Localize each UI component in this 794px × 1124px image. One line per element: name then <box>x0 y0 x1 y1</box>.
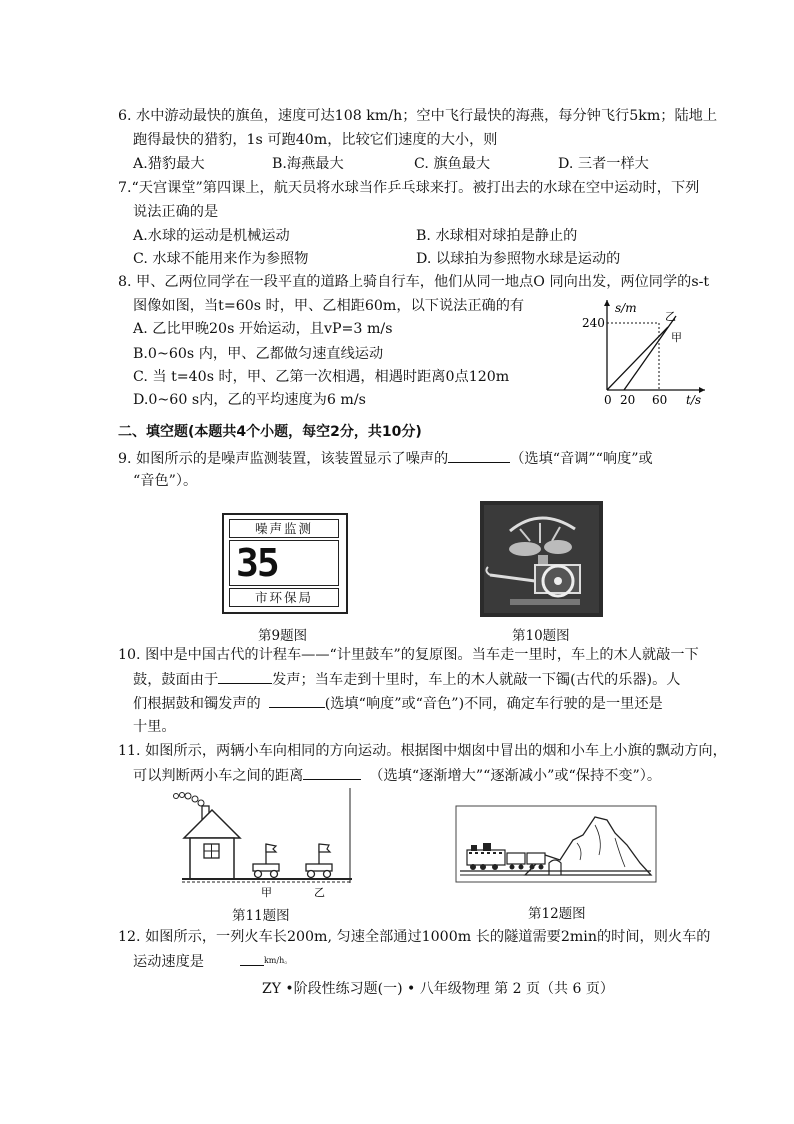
q8-option-a: A. 乙比甲晚20s 开始运动，且vP=3 m/s <box>133 321 393 337</box>
q10-answer-blank-1[interactable] <box>218 669 272 684</box>
q7-stem-line2: 说法正确的是 <box>133 204 219 220</box>
q10-answer-blank-2[interactable] <box>269 693 325 708</box>
q7-option-a: A.水球的运动是机械运动 <box>133 228 290 244</box>
q7-option-d: D. 以球拍为参照物水球是运动的 <box>416 251 621 267</box>
q9-answer-blank[interactable] <box>448 448 510 463</box>
section-2-heading: 二、填空题(本题共4个小题，每空2分，共10分) <box>118 424 422 440</box>
house-and-carts-figure <box>170 788 355 901</box>
fig12-caption: 第12题图 <box>528 906 586 922</box>
graph-x20: 20 <box>620 393 636 407</box>
q6-option-c: C. 旗鱼最大 <box>414 156 491 172</box>
graph-label-yi: 乙 <box>665 310 676 323</box>
graph-ylabel: s/m <box>615 301 637 315</box>
q10-stem-line1: 10. 图中是中国古代的计程车——“计里鼓车”的复原图。当车走一里时，车上的木人就敲一下 <box>118 647 699 663</box>
q9-stem-line1: 9. 如图所示的是噪声监测装置，该装置显示了噪声的 （选填“音调”“响度”或 <box>118 448 653 469</box>
q12-answer-blank[interactable] <box>240 951 264 966</box>
fig9-caption: 第9题图 <box>258 628 308 644</box>
device-reading: 35 <box>236 541 278 585</box>
cart-jia-label: 甲 <box>261 886 272 899</box>
q9-stem-line2: “音色”）。 <box>133 473 198 489</box>
q12-stem-line2: 运动速度是 $^{km/h。}$ <box>133 951 292 972</box>
q11-stem-line1: 11. 如图所示，两辆小车向相同的方向运动。根据图中烟囱中冒出的烟和小车上小旗的飘动方向， <box>118 743 727 759</box>
q6-option-d: D. 三者一样大 <box>558 156 649 172</box>
yi-line <box>624 316 676 390</box>
noise-monitor-device <box>222 513 348 614</box>
page-footer: ZY •阶段性练习题(一) • 八年级物理 第 2 页（共 6 页） <box>262 981 614 997</box>
q6-stem-line1: 6. 水中游动最快的旗鱼，速度可达108 km/h；空中飞行最快的海燕，每分钟飞行5km；陆地上 <box>118 108 718 124</box>
q12-unit: km/h。 <box>263 956 293 965</box>
q8-stem-line2: 图像如图，当t=60s 时，甲、乙相距60m，以下说法正确的有 <box>133 298 525 314</box>
graph-x60: 60 <box>652 393 668 407</box>
q10-stem-line4: 十里。 <box>133 719 176 735</box>
q7-option-b: B. 水球相对球拍是静止的 <box>416 228 578 244</box>
q7-option-c: C. 水球不能用来作为参照物 <box>133 251 309 267</box>
graph-label-jia: 甲 <box>671 331 682 344</box>
q6-option-a: A.猎豹最大 <box>133 156 205 172</box>
device-display <box>229 540 339 586</box>
q10-stem-line3: 们根据鼓和镯发声的 (选填“响度”或“音色”)不同，确定车行驶的是一里还是 <box>133 693 663 714</box>
q12-stem-line1: 12. 如图所示，一列火车长200m, 匀速全部通过1000m 长的隧道需要2min的时间，则火车的 <box>118 929 711 945</box>
q8-option-b: B.0~60s 内，甲、乙都做匀速直线运动 <box>133 346 384 362</box>
drum-cart-photo <box>480 501 603 617</box>
q11-answer-blank[interactable] <box>303 765 361 780</box>
device-top-label: 噪声监测 <box>229 519 339 538</box>
train-tunnel-figure <box>455 805 657 883</box>
graph-x0: 0 <box>604 393 612 407</box>
graph-xlabel: t/s <box>686 393 702 407</box>
q8-stem-line1: 8. 甲、乙两位同学在一段平直的道路上骑自行车，他们从同一地点O 同向出发，两位同学的s-t <box>118 274 710 290</box>
q11-stem-line2: 可以判断两小车之间的距离 （选填“逐渐增大”“逐渐减小”或“保持不变”）。 <box>133 765 661 786</box>
q8-option-c: C. 当 t=40s 时，甲、乙第一次相遇，相遇时距离0点120m <box>133 369 510 385</box>
q6-option-b: B.海燕最大 <box>272 156 344 172</box>
q7-stem-line1: 7.“天宫课堂”第四课上，航天员将水球当作乒乓球来打。被打出去的水球在空中运动时，下列 <box>118 180 700 196</box>
q6-stem-line2: 跑得最快的猎豹，1s 可跑40m，比较它们速度的大小，则 <box>133 132 498 148</box>
q8-option-d: D.0~60 s内，乙的平均速度为6 m/s <box>133 392 366 408</box>
device-bottom-label: 市环保局 <box>229 588 339 607</box>
graph-y240: 240 <box>582 316 605 330</box>
fig11-caption: 第11题图 <box>232 908 290 924</box>
q10-stem-line2: 鼓，鼓面由于 发声；当车走到十里时，车上的木人就敲一下镯(古代的乐器)。人 <box>133 669 680 690</box>
fig10-caption: 第10题图 <box>512 628 570 644</box>
q8-st-graph <box>580 292 710 407</box>
cart-yi-label: 乙 <box>314 886 325 899</box>
